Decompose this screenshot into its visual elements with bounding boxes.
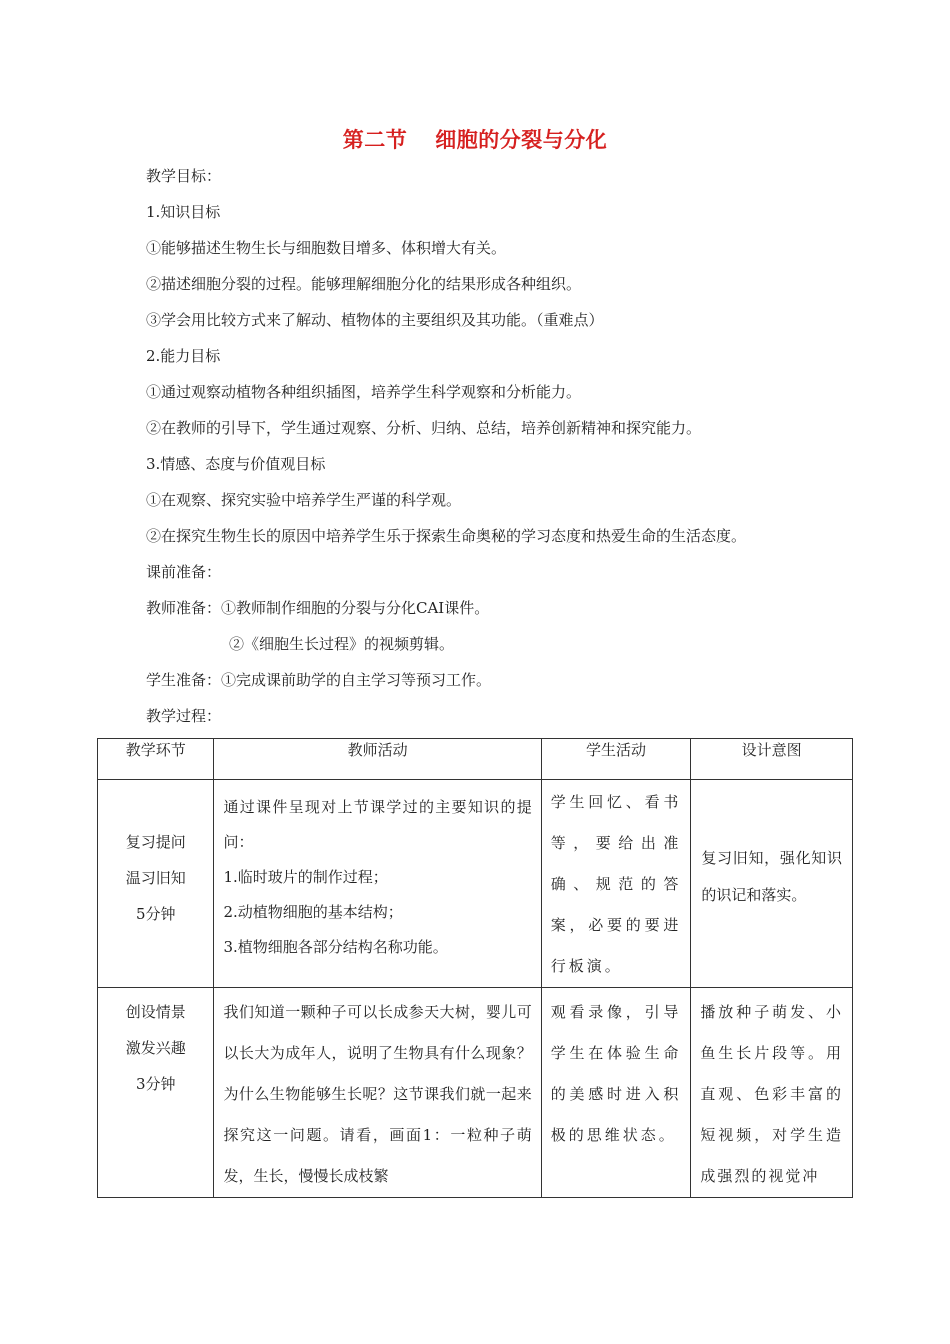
page-title [0, 124, 950, 154]
header-step: 教学环节 [98, 739, 214, 780]
title-name: 细胞的分裂与分化 [435, 127, 608, 152]
step-cell [98, 780, 214, 988]
heading-process: 教学过程： [146, 707, 222, 725]
knowledge-item-3: ③学会用比较方式来了解动、植物体的主要组织及其功能。（重难点） [146, 311, 604, 329]
step-cell [98, 988, 214, 1198]
header-teacher: 教师活动 [214, 739, 541, 780]
heading-ability: 2.能力目标 [146, 347, 221, 365]
intent-cell [691, 988, 853, 1198]
step-line: 创设情景 [125, 1003, 186, 1021]
teacher-text: 我们知道一颗种子可以长成参天大树，婴儿可以长大为成年人，说明了生物具有什么现象？为什么生物能够生长呢？这节课我们就一起来探究这一问题。请看，画面1：一粒种子萌发，生长，慢慢长成枝繁 [223, 1003, 532, 1185]
heading-preparation: 课前准备： [146, 563, 222, 581]
teacher-line: 通过课件呈现对上节课学过的主要知识的提问： [223, 798, 532, 851]
table-row [98, 988, 853, 1198]
ability-item-2: ②在教师的引导下，学生通过观察、分析、归纳、总结，培养创新精神和探究能力。 [146, 419, 702, 437]
ability-item-1: ①通过观察动植物各种组织插图，培养学生科学观察和分析能力。 [146, 383, 582, 401]
header-student: 学生活动 [541, 739, 691, 780]
teacher-line: 1.临时玻片的制作过程； [223, 868, 388, 886]
table-header-row [98, 739, 853, 780]
step-line: 复习提问 [125, 833, 186, 851]
intent-cell [691, 780, 853, 988]
header-intent: 设计意图 [691, 739, 853, 780]
lesson-table [97, 738, 853, 1198]
table-row [98, 780, 853, 988]
heading-knowledge: 1.知识目标 [146, 203, 221, 221]
intent-text: 播放种子萌发、小鱼生长片段等。用直观、色彩丰富的短视频，对学生造成强烈的视觉冲 [700, 1003, 843, 1185]
teacher-prep-2: ②《细胞生长过程》的视频剪辑。 [229, 635, 455, 653]
heading-objectives: 教学目标： [146, 167, 222, 185]
step-line: 5分钟 [135, 905, 176, 923]
teacher-prep-1: 教师准备：①教师制作细胞的分裂与分化CAI课件。 [146, 599, 490, 617]
student-prep: 学生准备：①完成课前助学的自主学习等预习工作。 [146, 671, 492, 689]
emotion-item-1: ①在观察、探究实验中培养学生严谨的科学观。 [146, 491, 462, 509]
student-text: 学生回忆、看书等，要给出准确、规范的答案，必要的要进行板演。 [550, 793, 682, 975]
knowledge-item-2: ②描述细胞分裂的过程。能够理解细胞分化的结果形成各种组织。 [146, 275, 582, 293]
heading-emotion: 3.情感、态度与价值观目标 [146, 455, 326, 473]
intent-text: 复习旧知，强化知识的识记和落实。 [701, 849, 842, 904]
student-cell [541, 988, 691, 1198]
emotion-item-2: ②在探究生物生长的原因中培养学生乐于探索生命奥秘的学习态度和热爱生命的生活态度。 [146, 527, 747, 545]
title-section: 第二节 [342, 127, 408, 152]
knowledge-item-1: ①能够描述生物生长与细胞数目增多、体积增大有关。 [146, 239, 507, 257]
step-line: 温习旧知 [125, 869, 186, 887]
student-text: 观看录像，引导学生在体验生命的美感时进入积极的思维状态。 [550, 1003, 682, 1144]
step-line: 3分钟 [135, 1075, 176, 1093]
step-line: 激发兴趣 [125, 1039, 186, 1057]
student-cell [541, 780, 691, 988]
teacher-line: 3.植物细胞各部分结构名称功能。 [223, 938, 448, 956]
teacher-line: 2.动植物细胞的基本结构； [223, 903, 403, 921]
teacher-cell [214, 780, 541, 988]
teacher-cell [214, 988, 541, 1198]
